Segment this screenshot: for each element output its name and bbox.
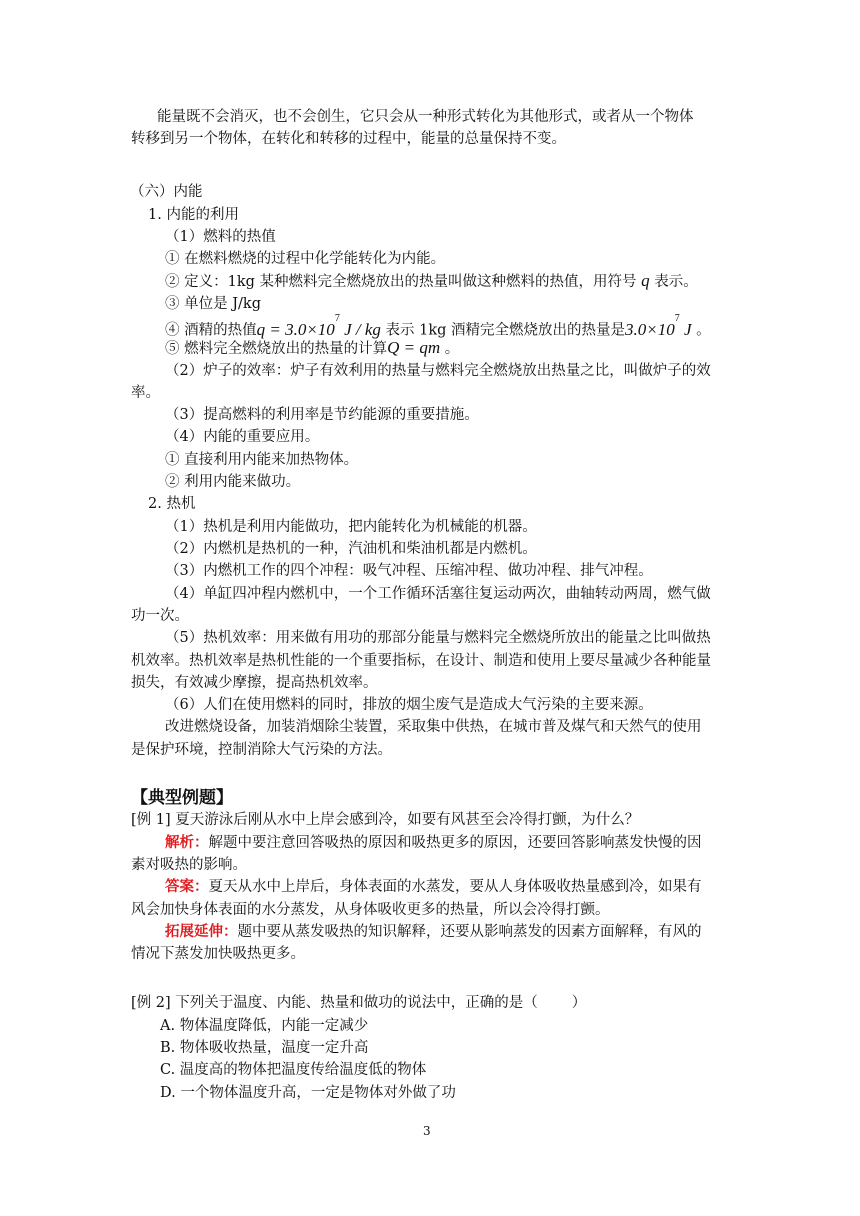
option-c: C. 温度高的物体把温度传给温度低的物体 [160, 1062, 427, 1078]
example-1-answer-line-2: 风会加快身体表面的水分蒸发，从身体吸收更多的热量，所以会冷得打颤。 [131, 902, 610, 918]
heat-value-formula: $q = 3.0\times 10^7$ J / kg [256, 313, 381, 339]
heat-engine-item-1: （1）热机是利用内能做功，把内能转化为机械能的机器。 [165, 519, 537, 535]
heat-engine-item-3: （3）内燃机工作的四个冲程：吸气冲程、压缩冲程、做功冲程、排气冲程。 [165, 563, 653, 579]
example-1-analysis-line-1: 解析：解题中要注意回答吸热的原因和吸热更多的原因，还要回答影响蒸发快慢的因 [165, 834, 702, 851]
page-number: 3 [423, 1124, 431, 1138]
heat-engine-item-4-line-1: （4）单缸四冲程内燃机中，一个工作循环活塞往复运动两次，曲轴转动两周，燃气做 [165, 586, 711, 602]
heat-engine-item-2: （2）内燃机是热机的一种，汽油机和柴油机都是内燃机。 [165, 541, 537, 557]
heat-engine-item-5-line-1: （5）热机效率：用来做有用功的那部分能量与燃料完全燃烧所放出的能量之比叫做热 [165, 630, 711, 646]
intro-line-2: 转移到另一个物体，在转化和转移的过程中，能量的总量保持不变。 [131, 131, 566, 147]
option-d: D. 一个物体温度升高，一定是物体对外做了功 [160, 1085, 456, 1101]
stove-efficiency-line-1: （2）炉子的效率：炉子有效利用的热量与燃料完全燃烧放出热量之比，叫做炉子的效 [165, 363, 711, 379]
example-1-extension-line-1: 拓展延伸：题中要从蒸发吸热的知识解释，还要从影响蒸发的因素方面解释，有风的 [165, 923, 702, 940]
heat-engine-item-6: （6）人们在使用燃料的同时，排放的烟尘废气是造成大气污染的主要来源。 [165, 697, 653, 713]
internal-energy-applications: （4）内能的重要应用。 [165, 429, 320, 445]
list-item-2: ② 定义：1kg 某种燃料完全燃烧放出的热量叫做这种燃料的热值，用符号 q 表示。 [165, 271, 698, 290]
heat-engine-item-5-line-3: 损失，有效减少摩擦，提高热机效率。 [131, 675, 378, 691]
pollution-control-line-1: 改进燃烧设备，加装消烟除尘装置，采取集中供热，在城市普及煤气和天然气的使用 [165, 719, 702, 735]
example-1-analysis-line-2: 素对吸热的影响。 [131, 857, 247, 873]
pollution-control-line-2: 是保护环境，控制消除大气污染的方法。 [131, 742, 392, 758]
intro-line-1: 能量既不会消灭，也不会创生，它只会从一种形式转化为其他形式，或者从一个物体 [157, 109, 694, 125]
list-item-5: ⑤ 燃料完全燃烧放出的热量的计算Q = qm 。 [165, 338, 460, 357]
example-1-question: [例 1] 夏天游泳后刚从水中上岸会感到冷，如要有风甚至会冷得打颤，为什么？ [131, 812, 640, 828]
application-item-1: ① 直接利用内能来加热物体。 [165, 452, 359, 468]
subsection-title-heat-engine: 2. 热机 [148, 496, 196, 512]
example-1-extension-line-2: 情况下蒸发加快吸热更多。 [131, 946, 305, 962]
heat-engine-item-5-line-2: 机效率。热机效率是热机性能的一个重要指标，在设计、制造和使用上要尽量减少各种能量 [131, 653, 711, 669]
application-item-2: ② 利用内能来做功。 [165, 474, 301, 490]
extension-label: 拓展延伸： [165, 923, 238, 940]
section-title: （六）内能 [130, 184, 203, 200]
stove-efficiency-line-2: 率。 [131, 385, 160, 401]
subsection-title-internal-energy-use: 1. 内能的利用 [148, 207, 239, 223]
heat-amount-formula: $3.0\times 10^7$ J [625, 313, 692, 339]
example-2-question: [例 2] 下列关于温度、内能、热量和做功的说法中，正确的是（ ） [131, 995, 587, 1011]
list-item-1: ① 在燃料燃烧的过程中化学能转化为内能。 [165, 251, 446, 267]
list-item-3: ③ 单位是 J/kg [165, 296, 261, 312]
examples-heading: 【典型例题】 [131, 788, 233, 808]
example-1-answer-line-1: 答案：夏天从水中上岸后，身体表面的水蒸发，要从人身体吸收热量感到冷，如果有 [165, 878, 702, 895]
list-item-4: ④ 酒精的热值$q = 3.0\times 10^7$ J / kg 表示 1kg 酒精完全燃烧放出的热量是$3.0\times 10^7$ J 。 [165, 313, 711, 339]
heat-engine-item-4-line-2: 功一次。 [131, 608, 189, 624]
option-b: B. 物体吸收热量，温度一定升高 [160, 1040, 369, 1056]
answer-label: 答案： [165, 878, 209, 895]
fuel-heat-value-title: （1）燃料的热值 [165, 229, 276, 245]
option-a: A. 物体温度降低，内能一定减少 [160, 1018, 369, 1034]
fuel-utilization-text: （3）提高燃料的利用率是节约能源的重要措施。 [165, 407, 479, 423]
heat-calc-formula: Q = qm [387, 338, 441, 357]
analysis-label: 解析： [165, 834, 209, 851]
